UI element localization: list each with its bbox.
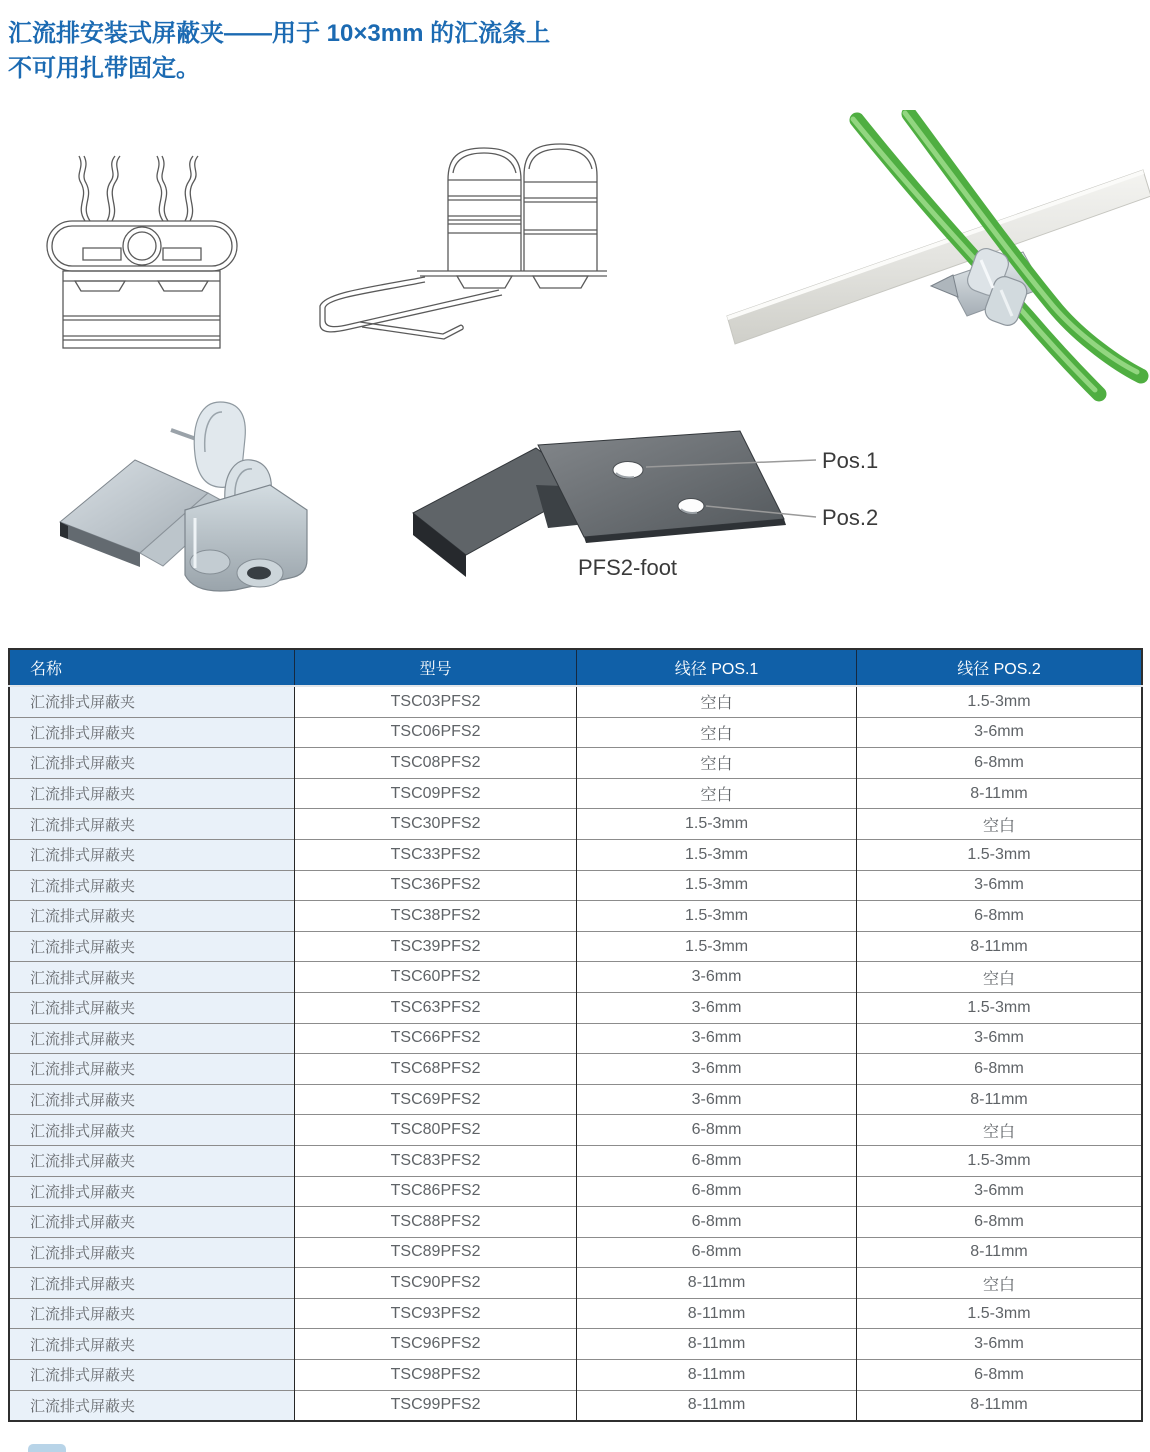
- model-cell: TSC66PFS2: [295, 1023, 577, 1054]
- pos1-value-cell: 1.5-3mm: [577, 839, 857, 870]
- pos2-value-cell: 1.5-3mm: [856, 686, 1142, 717]
- pos1-value-cell: 8-11mm: [577, 1298, 857, 1329]
- product-name-cell: 汇流排式屏蔽夹: [9, 778, 295, 809]
- table-row: [9, 962, 1142, 993]
- model-cell: TSC88PFS2: [295, 1207, 577, 1238]
- pos1-value-cell: 6-8mm: [577, 1237, 857, 1268]
- model-cell: TSC89PFS2: [295, 1237, 577, 1268]
- hole-pos1: [613, 462, 643, 479]
- pfs2-foot-caption: PFS2-foot: [578, 555, 678, 580]
- pos2-value-cell: 8-11mm: [856, 778, 1142, 809]
- pos2-value-cell: 8-11mm: [856, 931, 1142, 962]
- pos1-value-cell: 8-11mm: [577, 1329, 857, 1360]
- product-name-cell: 汇流排式屏蔽夹: [9, 992, 295, 1023]
- pos1-value-cell: 6-8mm: [577, 1145, 857, 1176]
- product-name-cell: 汇流排式屏蔽夹: [9, 1207, 295, 1238]
- col-header-pos2: 线径 POS.2: [856, 649, 1142, 686]
- pos2-value-cell: 6-8mm: [856, 748, 1142, 779]
- table-row: [9, 901, 1142, 932]
- table-row: [9, 1176, 1142, 1207]
- product-name-cell: 汇流排式屏蔽夹: [9, 1268, 295, 1299]
- model-cell: TSC38PFS2: [295, 901, 577, 932]
- model-cell: TSC08PFS2: [295, 748, 577, 779]
- product-name-cell: 汇流排式屏蔽夹: [9, 1298, 295, 1329]
- product-name-cell: 汇流排式屏蔽夹: [9, 1054, 295, 1085]
- product-name-cell: 汇流排式屏蔽夹: [9, 748, 295, 779]
- product-name-cell: 汇流排式屏蔽夹: [9, 931, 295, 962]
- model-cell: TSC99PFS2: [295, 1390, 577, 1421]
- table-row: [9, 1054, 1142, 1085]
- product-name-cell: 汇流排式屏蔽夹: [9, 717, 295, 748]
- table-row: [9, 1084, 1142, 1115]
- clamp-body-outline: [47, 221, 237, 271]
- pos2-value-cell: 8-11mm: [856, 1237, 1142, 1268]
- product-name-cell: 汇流排式屏蔽夹: [9, 901, 295, 932]
- pos2-value-cell: 6-8mm: [856, 1054, 1142, 1085]
- product-name-cell: 汇流排式屏蔽夹: [9, 1329, 295, 1360]
- table-row: [9, 809, 1142, 840]
- base-plate-outline: [417, 271, 607, 288]
- table-row: [9, 1329, 1142, 1360]
- pos2-value-cell: 3-6mm: [856, 870, 1142, 901]
- line-drawing-front-view: [45, 148, 240, 353]
- pos1-value-cell: 3-6mm: [577, 992, 857, 1023]
- pos1-value-cell: 1.5-3mm: [577, 931, 857, 962]
- line-drawing-side-view: [305, 138, 635, 353]
- pos2-value-cell: 1.5-3mm: [856, 1145, 1142, 1176]
- model-cell: TSC98PFS2: [295, 1360, 577, 1391]
- table-row: [9, 1207, 1142, 1238]
- pos2-value-cell: 3-6mm: [856, 717, 1142, 748]
- pos2-value-cell: 1.5-3mm: [856, 992, 1142, 1023]
- busbar-shape: [727, 170, 1150, 344]
- spring-wires-icon: [79, 156, 198, 221]
- page-title-line1: 汇流排安装式屏蔽夹——用于 10×3mm 的汇流条上: [8, 20, 551, 47]
- pos2-value-cell: 空白: [856, 1115, 1142, 1146]
- model-cell: TSC06PFS2: [295, 717, 577, 748]
- table-row: [9, 1390, 1142, 1421]
- clamp-base-outline: [63, 271, 220, 348]
- model-cell: TSC96PFS2: [295, 1329, 577, 1360]
- pos2-label: Pos.2: [822, 505, 879, 530]
- product-name-cell: 汇流排式屏蔽夹: [9, 962, 295, 993]
- pos2-value-cell: 8-11mm: [856, 1084, 1142, 1115]
- table-row: [9, 870, 1142, 901]
- model-cell: TSC33PFS2: [295, 839, 577, 870]
- table-row: [9, 1360, 1142, 1391]
- pos1-value-cell: 空白: [577, 748, 857, 779]
- pos2-value-cell: 空白: [856, 962, 1142, 993]
- pos1-value-cell: 1.5-3mm: [577, 901, 857, 932]
- pos2-value-cell: 6-8mm: [856, 1207, 1142, 1238]
- pos1-value-cell: 空白: [577, 717, 857, 748]
- model-cell: TSC60PFS2: [295, 962, 577, 993]
- col-header-pos1: 线径 POS.1: [577, 649, 857, 686]
- page-title: [8, 16, 768, 86]
- pos1-value-cell: 8-11mm: [577, 1360, 857, 1391]
- product-name-cell: 汇流排式屏蔽夹: [9, 870, 295, 901]
- pos2-value-cell: 1.5-3mm: [856, 1298, 1142, 1329]
- product-name-cell: 汇流排式屏蔽夹: [9, 1390, 295, 1421]
- pos1-value-cell: 空白: [577, 778, 857, 809]
- pos1-label: Pos.1: [822, 448, 879, 473]
- table-row: [9, 992, 1142, 1023]
- pos1-value-cell: 6-8mm: [577, 1207, 857, 1238]
- product-name-cell: 汇流排式屏蔽夹: [9, 1084, 295, 1115]
- pos1-value-cell: 1.5-3mm: [577, 870, 857, 901]
- model-cell: TSC30PFS2: [295, 809, 577, 840]
- model-cell: TSC09PFS2: [295, 778, 577, 809]
- table-row: [9, 717, 1142, 748]
- pos1-value-cell: 3-6mm: [577, 1084, 857, 1115]
- page-title-line2: 不可用扎带固定。: [8, 55, 200, 82]
- table-row: [9, 1145, 1142, 1176]
- pos1-value-cell: 1.5-3mm: [577, 809, 857, 840]
- product-name-cell: 汇流排式屏蔽夹: [9, 1145, 295, 1176]
- model-cell: TSC69PFS2: [295, 1084, 577, 1115]
- product-spec-table: [8, 648, 1143, 1422]
- model-cell: TSC80PFS2: [295, 1115, 577, 1146]
- clamp-foot-tip: [931, 275, 958, 297]
- photo-shield-clamp: [45, 390, 340, 610]
- table-row: [9, 686, 1142, 717]
- foot-plate: [538, 431, 786, 543]
- pos2-value-cell: 空白: [856, 809, 1142, 840]
- model-cell: TSC63PFS2: [295, 992, 577, 1023]
- pos2-value-cell: 空白: [856, 1268, 1142, 1299]
- pos2-value-cell: 6-8mm: [856, 901, 1142, 932]
- table-row: [9, 1023, 1142, 1054]
- table-row: [9, 748, 1142, 779]
- table-row: [9, 778, 1142, 809]
- model-cell: TSC36PFS2: [295, 870, 577, 901]
- pos2-value-cell: 6-8mm: [856, 1360, 1142, 1391]
- product-name-cell: 汇流排式屏蔽夹: [9, 1176, 295, 1207]
- pos2-value-cell: 3-6mm: [856, 1176, 1142, 1207]
- pos1-value-cell: 3-6mm: [577, 962, 857, 993]
- table-header-row: [9, 649, 1142, 686]
- table-row: [9, 1237, 1142, 1268]
- model-cell: TSC86PFS2: [295, 1176, 577, 1207]
- hole-pos2: [678, 499, 704, 514]
- pos1-value-cell: 空白: [577, 686, 857, 717]
- pos1-value-cell: 8-11mm: [577, 1268, 857, 1299]
- model-cell: TSC90PFS2: [295, 1268, 577, 1299]
- model-cell: TSC93PFS2: [295, 1298, 577, 1329]
- table-row: [9, 1298, 1142, 1329]
- table-row: [9, 1268, 1142, 1299]
- pos2-value-cell: 3-6mm: [856, 1023, 1142, 1054]
- foot-wire-outline: [320, 277, 502, 339]
- col-header-name: 名称: [9, 649, 295, 686]
- product-name-cell: 汇流排式屏蔽夹: [9, 1237, 295, 1268]
- product-name-cell: 汇流排式屏蔽夹: [9, 686, 295, 717]
- clamp-block-outlines: [448, 144, 597, 271]
- pos1-value-cell: 3-6mm: [577, 1054, 857, 1085]
- model-cell: TSC83PFS2: [295, 1145, 577, 1176]
- product-name-cell: 汇流排式屏蔽夹: [9, 809, 295, 840]
- product-name-cell: 汇流排式屏蔽夹: [9, 839, 295, 870]
- pos1-value-cell: 6-8mm: [577, 1176, 857, 1207]
- model-cell: TSC39PFS2: [295, 931, 577, 962]
- model-cell: TSC68PFS2: [295, 1054, 577, 1085]
- table-row: [9, 931, 1142, 962]
- table-row: [9, 839, 1142, 870]
- model-cell: TSC03PFS2: [295, 686, 577, 717]
- pos1-value-cell: 6-8mm: [577, 1115, 857, 1146]
- photo-cables-on-busbar: [725, 110, 1150, 425]
- product-name-cell: 汇流排式屏蔽夹: [9, 1360, 295, 1391]
- pfs2-foot-diagram: [388, 423, 883, 593]
- product-name-cell: 汇流排式屏蔽夹: [9, 1115, 295, 1146]
- pos2-value-cell: 8-11mm: [856, 1390, 1142, 1421]
- table-row: [9, 1115, 1142, 1146]
- pos1-value-cell: 8-11mm: [577, 1390, 857, 1421]
- product-name-cell: 汇流排式屏蔽夹: [9, 1023, 295, 1054]
- pos2-value-cell: 3-6mm: [856, 1329, 1142, 1360]
- pos2-value-cell: 1.5-3mm: [856, 839, 1142, 870]
- col-header-model: 型号: [295, 649, 577, 686]
- pos1-value-cell: 3-6mm: [577, 1023, 857, 1054]
